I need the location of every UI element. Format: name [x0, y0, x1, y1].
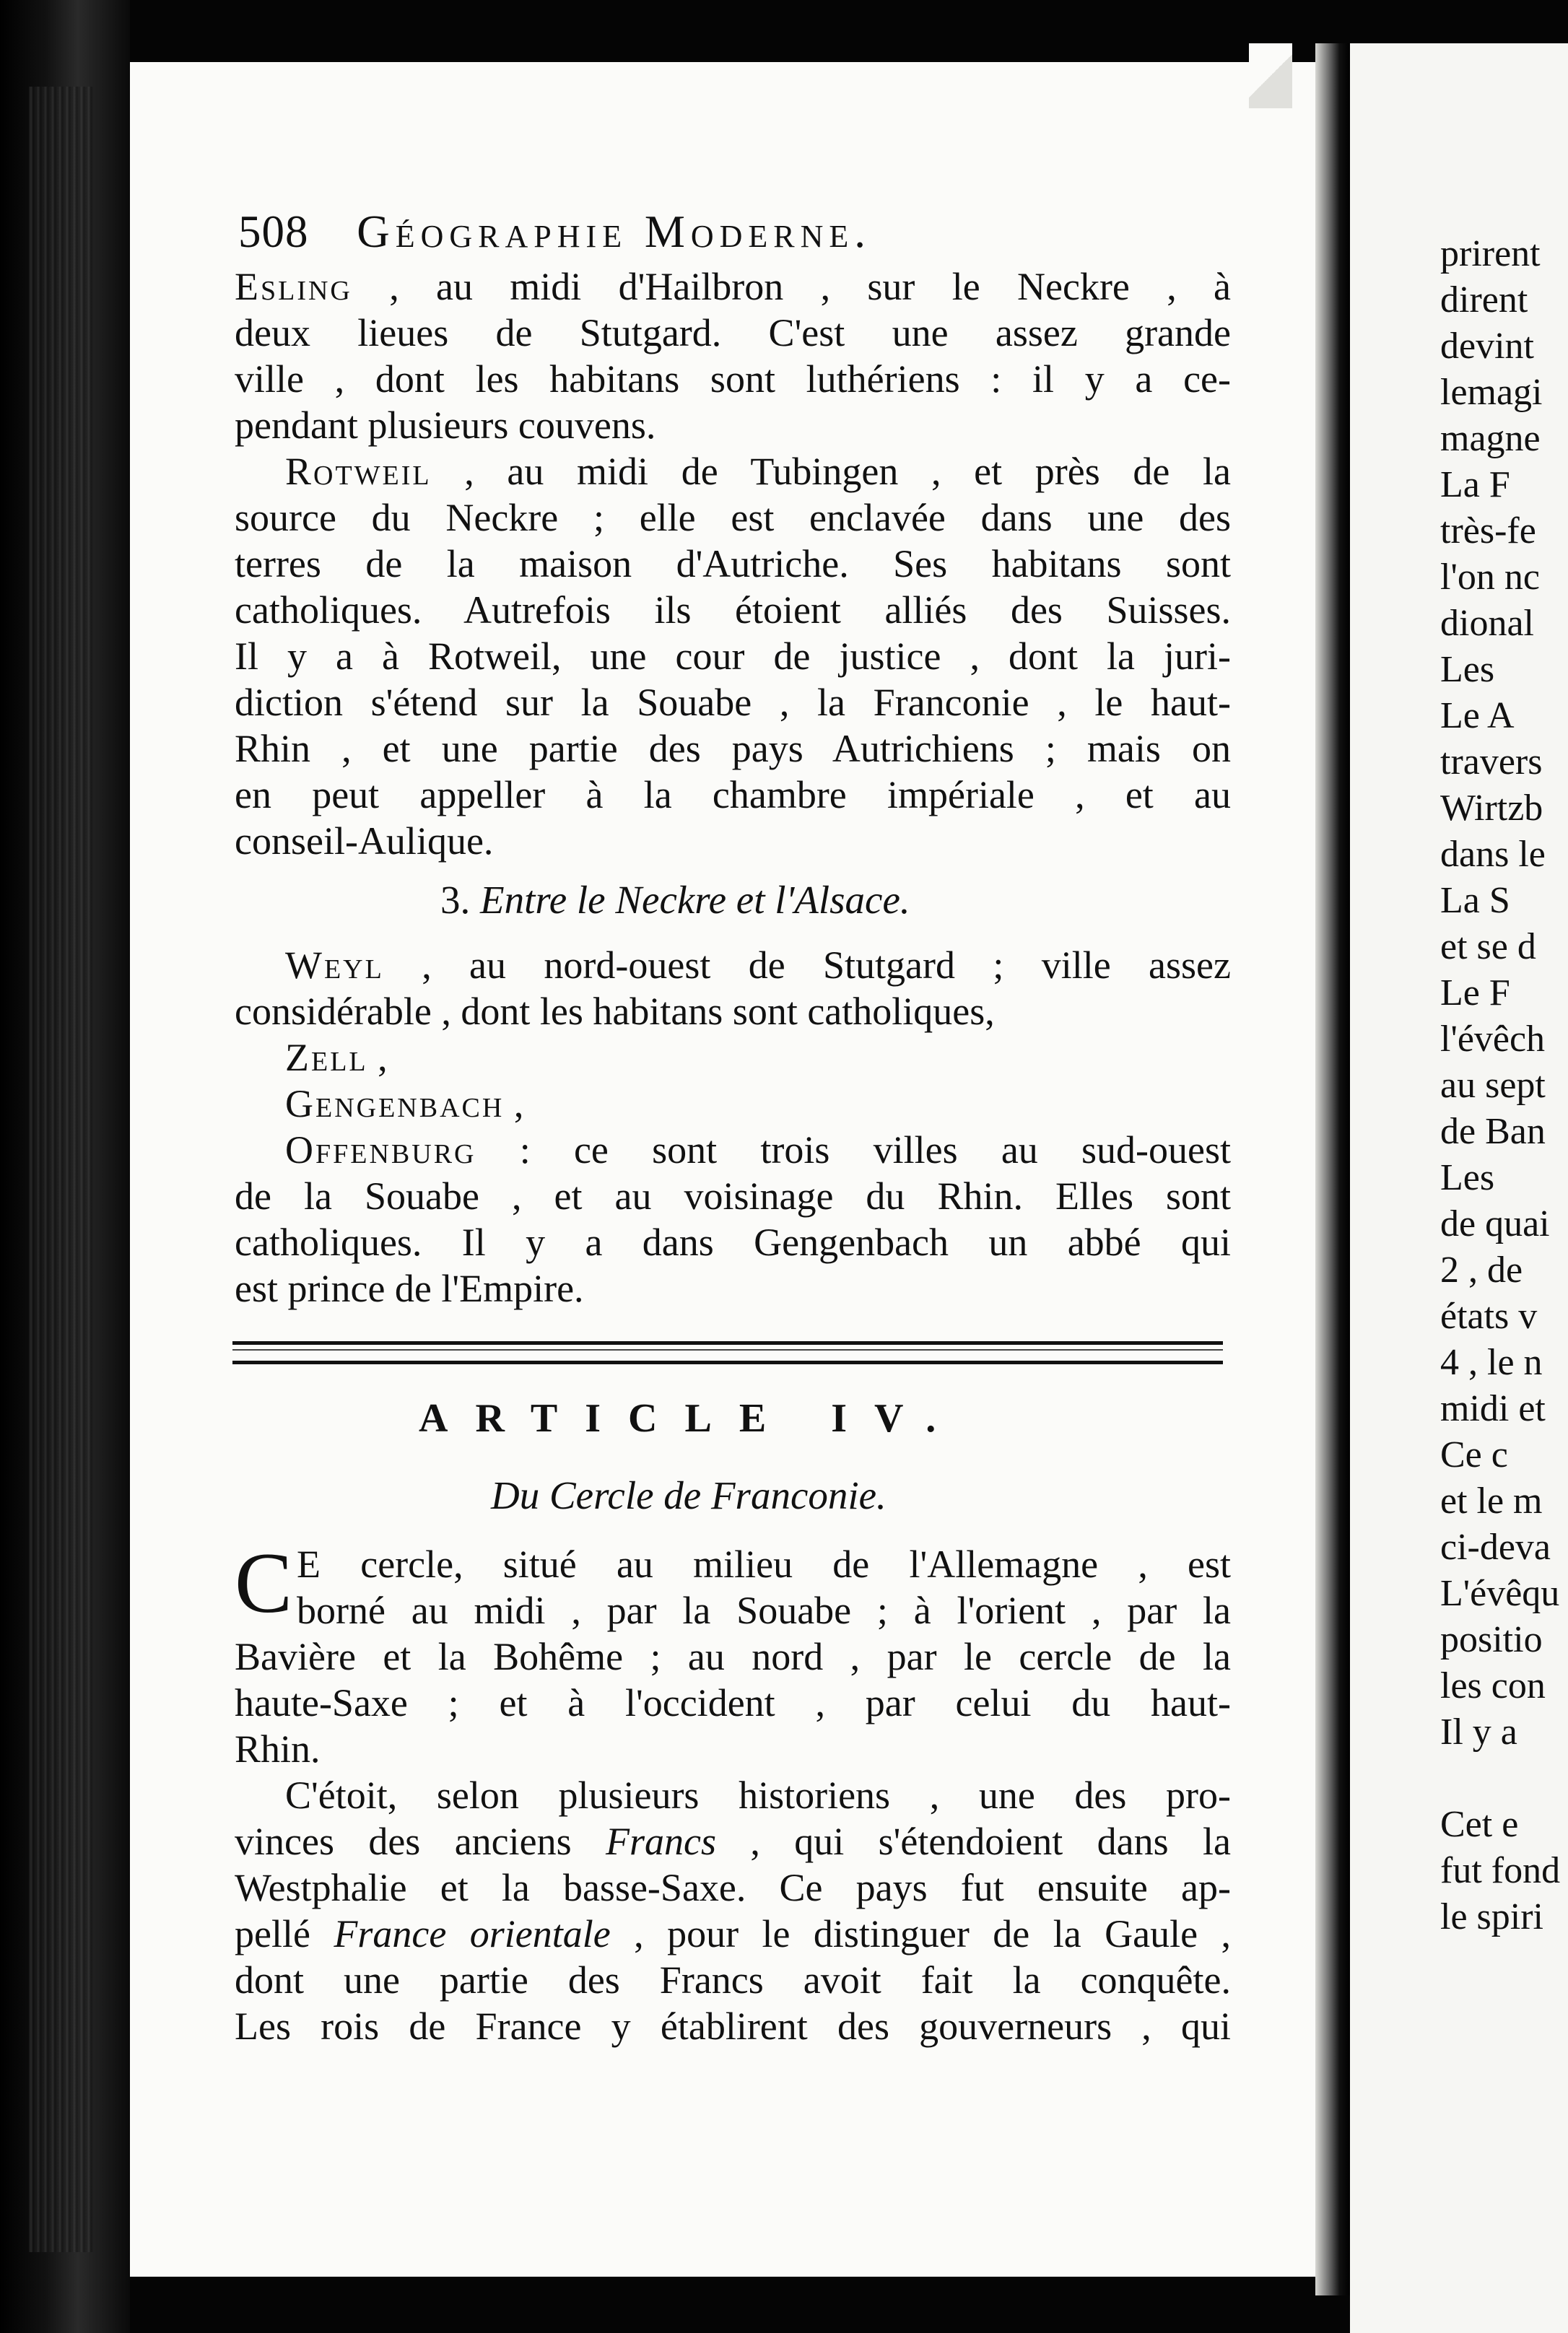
right-page-line: états v [1440, 1296, 1538, 1337]
text-run: pendant plusieurs couvens. [235, 404, 656, 447]
text-run: dont une partie des Francs avoit fait la conquête. [235, 1958, 1231, 2002]
text-run: considérable , dont les habitans sont catholiques, [235, 990, 995, 1033]
drop-capital: C [235, 1535, 293, 1631]
right-page-line: 2 , de [1440, 1250, 1523, 1291]
text-line [235, 679, 1231, 725]
right-page-line: Les [1440, 1157, 1495, 1198]
right-page-line: magne [1440, 418, 1541, 459]
place-name: Offenburg [285, 1128, 476, 1172]
place-name: Zell [285, 1036, 368, 1079]
right-page-line: Les [1440, 649, 1495, 690]
right-page-line: au sept [1440, 1065, 1546, 1106]
right-page-line: L'évêqu [1440, 1573, 1560, 1614]
text-line [235, 772, 1231, 818]
text-line [235, 1772, 1231, 1818]
text-block-esling-rotweil [235, 263, 1231, 864]
text-run: de la Souabe , et au voisinage du Rhin. Elles sont [235, 1174, 1231, 1218]
text-run: diction s'étend sur la Souabe , la Franconie , le haut- [235, 681, 1231, 724]
right-page-line: l'on nc [1440, 557, 1540, 598]
text-line [235, 1265, 1231, 1312]
right-page-line: 4 , le n [1440, 1342, 1543, 1383]
article-heading: ARTICLE IV. [419, 1396, 964, 1441]
text-line [235, 1957, 1231, 2003]
text-run: Il y a à Rotweil, une cour de justice , dont la juri- [235, 635, 1231, 678]
article-subtitle: Du Cercle de Franconie. [491, 1473, 887, 1517]
text-run: catholiques. Il y a dans Gengenbach un abbé qui [235, 1221, 1231, 1264]
right-page-line: devint [1440, 326, 1534, 367]
page-number: 508 [238, 206, 309, 257]
text-run: Bavière et la Bohême ; au nord , par le cercle de la [235, 1635, 1231, 1678]
right-page-line: de quai [1440, 1203, 1550, 1244]
text-block-franconie [235, 1535, 1231, 2049]
right-page-line: Wirtzb [1440, 788, 1543, 829]
italic-term: Francs [606, 1820, 716, 1863]
text-line [235, 1865, 1231, 1911]
text-line [235, 541, 1231, 587]
text-line [235, 1034, 1231, 1081]
text-line [235, 725, 1231, 772]
text-run: pellé [235, 1912, 334, 1955]
text-line [235, 1726, 1231, 1772]
right-page-text-fragment [1440, 231, 1560, 1940]
text-run: catholiques. Autrefois ils étoient alliés des Suisses. [235, 588, 1231, 632]
text-run: , au midi d'Hailbron , sur le Neckre , à [352, 265, 1231, 308]
text-run: , au nord-ouest de Stutgard ; ville assez [383, 943, 1231, 987]
text-run: conseil-Aulique. [235, 819, 494, 863]
place-name: Rotweil [285, 450, 432, 493]
text-line [235, 494, 1231, 541]
italic-term: France orientale [334, 1912, 611, 1955]
text-run: haute-Saxe ; et à l'occident , par celui du haut- [235, 1681, 1231, 1724]
text-run: borné au midi , par la Souabe ; à l'orient , par la [297, 1589, 1231, 1632]
running-header [238, 206, 871, 258]
book-binding-shadow [0, 0, 130, 2333]
right-page-line: fut fond [1440, 1850, 1561, 1891]
text-run: : ce sont trois villes au sud-ouest [476, 1128, 1231, 1172]
right-page-line: La F [1440, 464, 1510, 505]
section-subheading [440, 877, 910, 923]
text-line [235, 942, 1231, 988]
text-line [235, 1818, 1231, 1865]
right-page-line: Cet e [1440, 1804, 1519, 1845]
text-line [235, 402, 1231, 448]
right-page-line: travers [1440, 741, 1543, 782]
right-page-line: et le m [1440, 1481, 1543, 1522]
text-run: est prince de l'Empire. [235, 1267, 584, 1310]
text-line [235, 356, 1231, 402]
place-name: Esling [235, 265, 352, 308]
page-gutter [1315, 43, 1350, 2295]
text-run: E cercle, situé au milieu de l'Allemagne , est [297, 1543, 1231, 1586]
text-block-weyl-offenburg [235, 942, 1231, 1312]
text-line [235, 1219, 1231, 1265]
page-corner [1249, 43, 1292, 108]
text-line [235, 2003, 1231, 2049]
text-line [235, 1680, 1231, 1726]
text-run: terres de la maison d'Autriche. Ses habitans sont [235, 542, 1231, 585]
right-page-line: et se d [1440, 926, 1536, 967]
right-page-line: midi et [1440, 1388, 1546, 1429]
right-page-line: le spiri [1440, 1896, 1543, 1937]
text-line [235, 1127, 1231, 1173]
text-run: C'étoit, selon plusieurs historiens , une des pro- [285, 1774, 1231, 1817]
text-run: Les rois de France y établirent des gouverneurs , qui [235, 2005, 1231, 2048]
text-run: Westphalie et la basse-Saxe. Ce pays fut ensuite ap- [235, 1866, 1231, 1909]
text-line [235, 310, 1231, 356]
text-line [235, 587, 1231, 633]
right-page-line: Ce c [1440, 1434, 1508, 1475]
text-line [235, 1911, 1231, 1957]
text-run: , [367, 1036, 388, 1079]
text-run: en peut appeller à la chambre impériale , et au [235, 773, 1231, 816]
text-line [235, 1081, 1231, 1127]
right-page-line: Il y a [1440, 1711, 1517, 1753]
text-run: Rhin , et une partie des pays Autrichiens ; mais on [235, 727, 1231, 770]
right-page-line: dans le [1440, 834, 1546, 875]
text-line [235, 263, 1231, 310]
text-run: , qui s'étendoient dans la [715, 1820, 1231, 1863]
right-page-line: l'évêch [1440, 1019, 1546, 1060]
right-page-line: dional [1440, 603, 1534, 644]
text-line [235, 448, 1231, 494]
right-page-line: très-fe [1440, 510, 1536, 551]
right-page-line: ci-deva [1440, 1527, 1551, 1568]
text-line [235, 1173, 1231, 1219]
subheading-text: Entre le Neckre et l'Alsace. [480, 878, 910, 922]
text-run: source du Neckre ; elle est enclavée dans une des [235, 496, 1231, 539]
text-run: deux lieues de Stutgard. C'est une assez grande [235, 311, 1231, 354]
text-run: ville , dont les habitans sont luthériens : il y a ce- [235, 357, 1231, 401]
text-line [235, 1634, 1231, 1680]
subheading-number: 3. [440, 878, 471, 922]
text-line [235, 1541, 1231, 1587]
right-page-line: Le F [1440, 972, 1510, 1013]
place-name: Weyl [285, 943, 384, 987]
right-page-line: lemagi [1440, 372, 1543, 413]
place-name: Gengenbach [285, 1082, 505, 1125]
text-line [235, 1587, 1231, 1634]
running-title: Géographie Moderne. [357, 206, 872, 257]
ornamental-rule [232, 1341, 1223, 1364]
right-page-line: Le A [1440, 695, 1515, 736]
text-line [235, 818, 1231, 864]
right-page-line [1440, 1756, 1560, 1802]
text-line [235, 633, 1231, 679]
text-run: , [504, 1082, 524, 1125]
right-page-line: prirent [1440, 233, 1541, 274]
right-page-line: La S [1440, 880, 1510, 921]
text-run: Rhin. [235, 1727, 321, 1771]
right-page-line: positio [1440, 1619, 1543, 1660]
text-run: , au midi de Tubingen , et près de la [431, 450, 1231, 493]
right-page-line: les con [1440, 1665, 1546, 1706]
text-line [235, 988, 1231, 1034]
text-run: , pour le distinguer de la Gaule , [610, 1912, 1231, 1955]
right-page-line: de Ban [1440, 1111, 1546, 1152]
text-run: vinces des anciens [235, 1820, 606, 1863]
right-page-line: dirent [1440, 279, 1528, 320]
